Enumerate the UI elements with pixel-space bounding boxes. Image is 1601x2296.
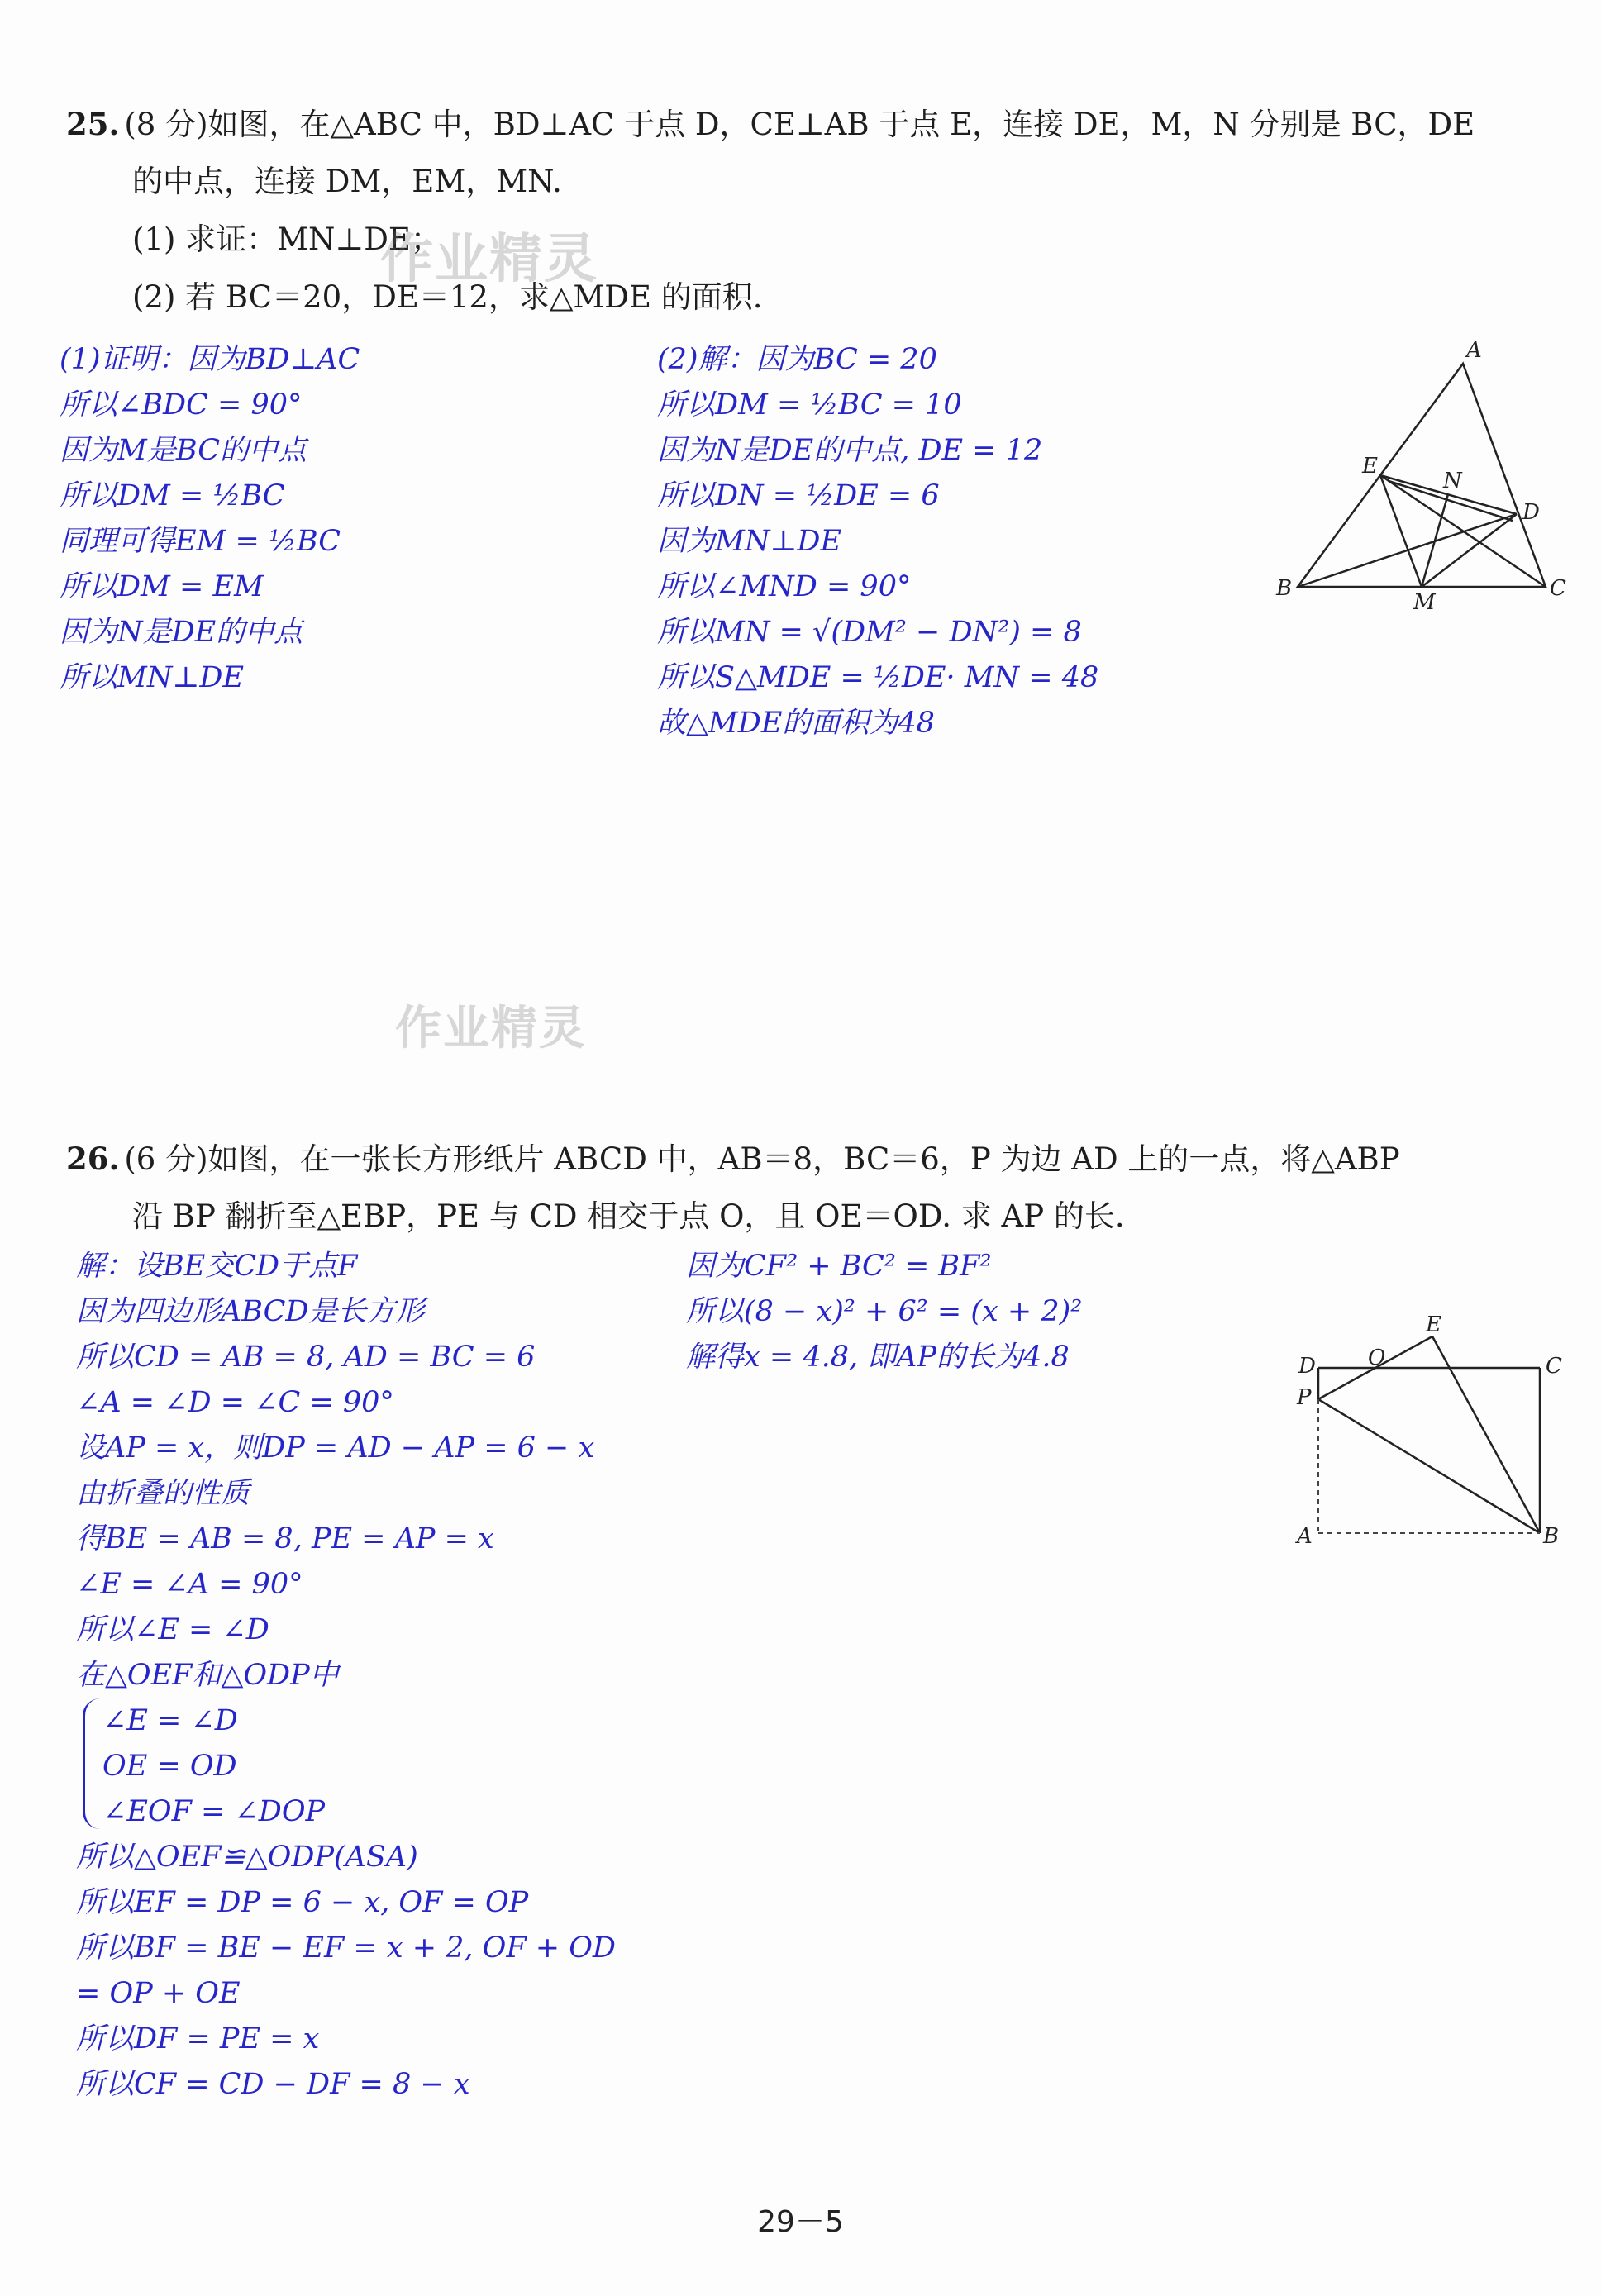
segment-ce [1380,475,1546,587]
p25-sol-right-5: 所以∠MND = 90° [657,570,912,603]
rectangle-fold-diagram [1277,1302,1575,1558]
p26-solution-left [76,1244,616,2108]
segment-mn [1422,494,1448,587]
watermark-2: 作业精灵 [395,1002,587,1055]
p26-sol-left-6: 得BE = AB = 8, PE = AP = x [76,1522,494,1555]
segment-pb [1318,1399,1540,1533]
p26-sol-left-1: 因为四边形ABCD是长方形 [76,1295,425,1328]
p26-sol-left-15: 所以BF = BE − EF = x + 2, OF + OD [76,1932,616,1965]
p25-sol-left-5: 所以DM = EM [60,570,264,603]
p25-line-4: (2) 若 BC＝20，DE＝12，求△MDE 的面积. [132,279,763,315]
p25-sol-right-0: (2)解：因为BC = 20 [657,343,937,376]
triangle-abc [1298,364,1546,587]
p25-sol-left-4: 同理可得EM = ½BC [60,525,341,558]
p26-sol-left-10: ∠E = ∠D [102,1704,238,1737]
label-c: C [1550,576,1566,601]
p25-sol-right-4: 因为MN⊥DE [657,525,841,558]
p25-line-2: 的中点，连接 DM，EM，MN. [132,164,562,199]
p25-sol-left-6: 因为N是DE的中点 [60,616,303,649]
p26-sol-left-13: 所以△OEF≌△ODP(ASA) [76,1841,418,1874]
label-d: D [1522,500,1540,525]
label-m: M [1413,590,1436,615]
label-b: B [1276,576,1293,601]
page-number: 29－5 [757,2205,844,2239]
system-brace [83,1698,100,1829]
p26-solution-right [686,1244,1082,1380]
p26-sol-left-9: 在△OEF和△ODP中 [76,1659,339,1692]
label-d: D [1298,1354,1316,1379]
label-o: O [1368,1346,1386,1370]
p26-sol-left-2: 所以CD = AB = 8, AD = BC = 6 [76,1341,536,1374]
p26-figure [1277,1302,1575,1561]
p25-sol-left-0: (1)证明：因为BD⊥AC [60,343,360,376]
label-b: B [1543,1524,1560,1549]
p26-line-2: 沿 BP 翻折至△EBP，PE 与 CD 相交于点 O，且 OE＝OD. 求 AP 的长. [132,1198,1125,1234]
label-e: E [1362,454,1378,479]
p26-sol-left-0: 解：设BE交CD于点F [76,1250,358,1283]
p26-sol-left-8: 所以∠E = ∠D [76,1613,269,1646]
p25-number: 25. [66,106,120,142]
p26-sol-left-14: 所以EF = DP = 6 − x, OF = OP [76,1886,529,1919]
p26-sol-left-4: 设AP = x，则DP = AD − AP = 6 − x [76,1431,595,1465]
label-c: C [1546,1354,1562,1379]
p25-sol-left-2: 因为M是BC的中点 [60,434,307,467]
p26-sol-left-11: OE = OD [102,1750,237,1783]
p25-sol-right-8: 故△MDE的面积为48 [657,707,935,740]
segment-em [1380,475,1422,587]
segment-eb [1432,1336,1540,1533]
p25-sol-right-3: 所以DN = ½DE = 6 [657,479,940,512]
p25-sol-left-3: 所以DM = ½BC [60,479,285,512]
p25-solution-left [60,337,360,701]
label-n: N [1443,469,1462,493]
p26-number: 26. [66,1141,120,1177]
p25-sol-left-1: 所以∠BDC = 90° [60,388,303,422]
p25-sol-right-1: 所以DM = ½BC = 10 [657,388,962,422]
p26-sol-left-3: ∠A = ∠D = ∠C = 90° [76,1386,394,1419]
p25-sol-left-7: 所以MN⊥DE [60,661,244,694]
p25-sol-right-2: 因为N是DE的中点, DE = 12 [657,434,1043,467]
p25-sol-right-7: 所以S△MDE = ½DE· MN = 48 [657,661,1099,694]
p26-sol-left-18: 所以CF = CD − DF = 8 − x [76,2068,470,2101]
p26-sol-left-5: 由折叠的性质 [76,1477,250,1510]
p25-figure [1265,331,1570,623]
p26-sol-left-7: ∠E = ∠A = 90° [76,1568,303,1601]
p26-sol-right-1: 所以(8 − x)² + 6² = (x + 2)² [686,1295,1083,1328]
p25-line-1: 25. (8 分)如图，在△ABC 中，BD⊥AC 于点 D，CE⊥AB 于点 E，连接 DE，M，N 分别是 BC，DE [66,106,1475,142]
p26-sol-right-2: 解得x = 4.8, 即AP的长为4.8 [686,1341,1070,1374]
p26-line-1: 26. (6 分)如图，在一张长方形纸片 ABCD 中，AB＝8，BC＝6，P 为边 AD 上的一点，将△ABP [66,1141,1400,1177]
label-e: E [1426,1312,1441,1337]
p26-sol-left-16: = OP + OE [76,1977,241,2010]
p26-sol-right-0: 因为CF² + BC² = BF² [686,1250,992,1283]
triangle-abc-diagram [1265,331,1570,620]
label-p: P [1297,1385,1312,1410]
p26-sol-left-12: ∠EOF = ∠DOP [102,1795,326,1828]
segment-dm [1422,514,1517,587]
p25-solution-right [657,337,1098,746]
label-a: A [1466,338,1482,363]
watermark-1: 作业精灵 [380,229,598,290]
label-a: A [1297,1524,1313,1549]
p26-sol-left-17: 所以DF = PE = x [76,2022,320,2055]
p25-line-3: (1) 求证：MN⊥DE； [132,222,441,257]
p25-sol-right-6: 所以MN = √(DM² − DN²) = 8 [657,616,1082,649]
